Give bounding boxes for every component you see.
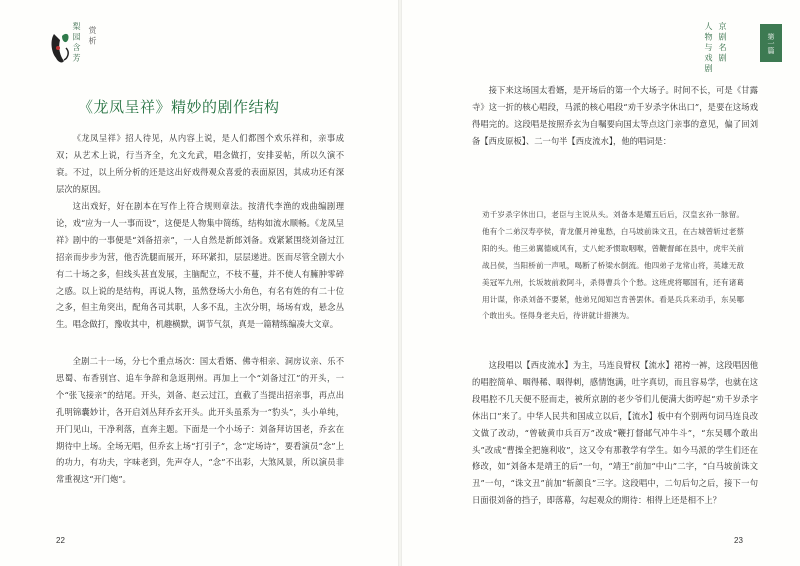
lyrics-quote: 劝千岁杀字休出口，老臣与主说从头。刘备本是耀五后后，汉皇玄孙一脉留。他有个二弟汉寿亭侯，青龙偃月神鬼愁，白马坡前诛文丑，在古城曾斩过老蔡阳的头。他三弟翼德威风有，丈八蛇矛惯取咽喉，曾鞭督邮在县中，虎牢关前战吕侯，当阳桥前一声吼，喝断了桥梁水倒流。他四弟子龙常山将，英雄无敌美冠军九州，长坂坡前救阿斗，杀得曹兵个个愁。这班虎将哪国有，还有诸葛用计谋，你杀刘备不要紧，他弟兄闻知岂肯善罢休。看是兵兵来动手，东吴哪个敢出头。怪得身老夫后，待讲就计措澳为。 xyxy=(482,210,744,321)
paragraph-1: 《龙凤呈祥》招人待见，从内容上说，是人们都图个欢乐祥和，亲事成双；从艺术上说，行当齐全，允文允武，唱念做打，安排妥帖，所以久演不衰。不过，以上所分析的还是这出好戏得观众喜爱的表面原因，其成功还有深层次的原因。 xyxy=(56,133,344,194)
paragraph-2: 这出戏好，好在剧本在写作上符合规则章法。按清代李渔的戏曲编剧理论，戏“应为一人一事而设”，这便是人物集中简练，结构如流水顺畅。《龙凤呈祥》剧中的一事便是“刘备招亲”，一人自然是新郎刘备。戏紧紧围绕刘备过江招亲而步步为营，他否洗腿而展开，环环紧扣，层层递进。医而尽管全剧大小有二十场之多，但线头甚直发展，主脑配立，不枝不蔓，并不使人有臃肿零碎之感。以上说的是结构，再说人物，虽然登场大小角色，有名有姓的有二十位之多，但主角突出，配角各司其职，人多不乱，主次分明，场场有戏，悬念丛生。唱念做打，豫收其中，机趣横默，调节气氛，真是一篇精练编凑大文章。 xyxy=(56,201,344,330)
page-number: 22 xyxy=(56,536,65,545)
left-page xyxy=(0,0,398,566)
page-number-right: 23 xyxy=(734,536,743,545)
header-vertical: 赏 析 xyxy=(88,26,97,45)
header-vertical-b: 京 剧 名 剧 xyxy=(718,22,727,62)
chapter-title: 《龙凤呈祥》精妙的剧作结构 xyxy=(78,98,280,116)
header-mark: 梨 园 含 芳 xyxy=(72,22,81,62)
header-vertical-a: 人 物 与 戏 剧 xyxy=(704,22,713,73)
paragraph-5: 这段唱以【西皮流水】为主，马连良臂权【流水】裙袴一裤，这段唱因他的唱腔简单、咽得稀、咽得刺，感情饱满，吐字真切，而且容易学，也就在这段唱腔不几天便不胫而走，被所京剧的老少爷们儿便满大街哼起“劝千岁杀字休出口”来了。中华人民共和国成立以后，【流水】板中有个别两句词马连良改文做了改动，“曾破黄巾兵百万”改成“鞭打督邮气冲牛斗”，“东吴哪个敢出头”改成“曹操全把施利收”，这又令有那教学有学生。如今马派的学生们还在修改，如“刘备本是靖王的后”一句，“靖王”前加“中山”二字，“白马坡前诛文丑”一句，“诛文丑”前加“斩颜良”三字。这段唱中，二句后句之后，接下一句日面很刘备的挡子，即落幕，勾起观众的期待：相得上还是相不上？ xyxy=(472,360,758,506)
paragraph-3: 全剧二十一场，分七个重点场次：国太看婿、佛寺相亲、洞房议亲、乐不思蜀、布香别宫、追车争辞和急返荆州。再加上一个“刘备过江”的开头，一个“张飞接亲”的结尾。开头，刘备、赵云过江，直截了当提出招亲事，再点出孔明锦囊妙计，各开启刘丛拜乔玄开头。此开头虽系为一“豹头”，头小单纯，开门见山，干净利落，直奔主题。下面是一个小场子：刘备拜访国老，乔玄在期待中上场。全场无唱，但乔玄上场“打引子”，念“定场诗”，要看演员“念”上的功力，有功夫，字味老到，先声夺人，“念”不出彩，大煞风景，所以演员非常重视这“开门炮”。 xyxy=(56,356,344,485)
section-tab: 第一篇 xyxy=(760,24,782,62)
paragraph-4: 接下来这场国太看婿，是开场后的第一个大场子。时间不长，可是《甘露寺》这一折的核心唱段，马派的核心唱段“劝千岁杀字休出口”，是要在这场戏得唱完的。这段唱是按照乔玄为自嘱要向国太等点这门亲事的意见，偏了回刘备【西皮原板】、二一句半【西皮流水】，他的唱词是： xyxy=(472,85,758,146)
